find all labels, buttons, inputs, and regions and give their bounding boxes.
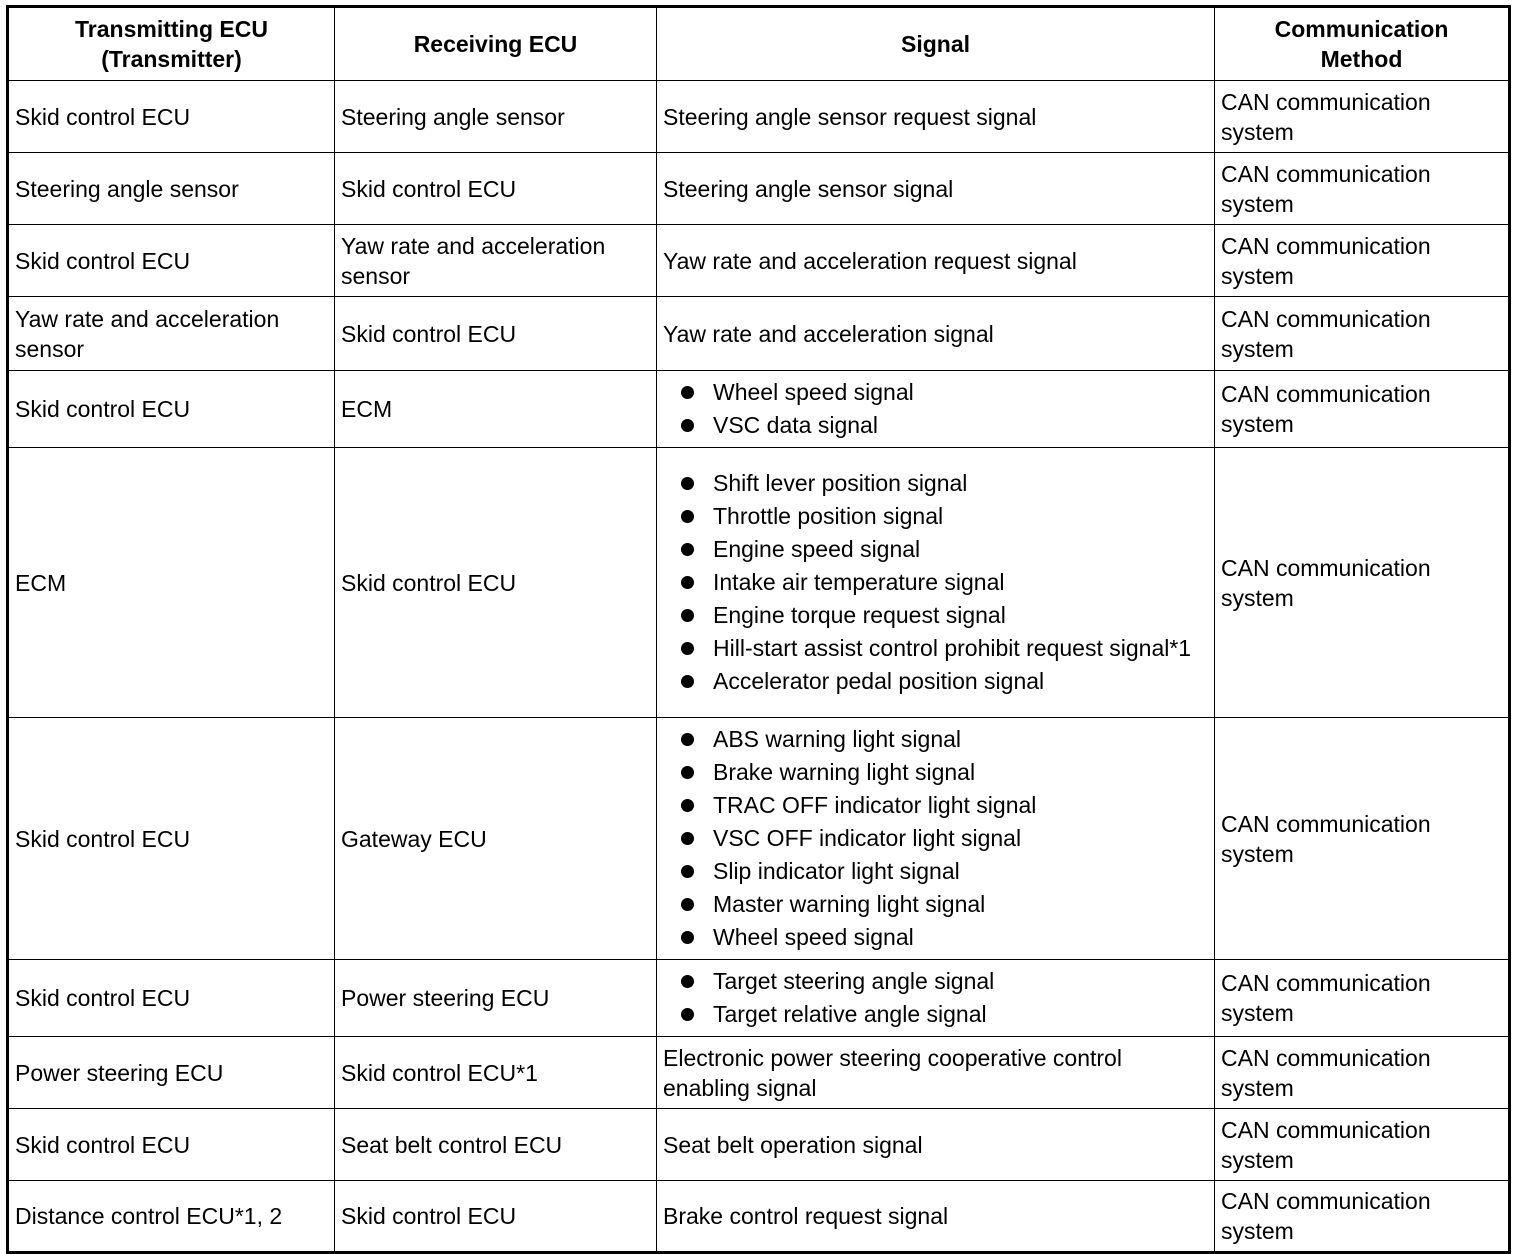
signal-list-item [663,855,1206,888]
signal-text: Throttle position signal [713,503,944,529]
cell-communication-method: CAN communication system [1215,81,1510,153]
signal-list-item [663,467,1206,500]
signal-list-item [663,888,1206,921]
cell-receiving-ecu: Skid control ECU [335,153,657,225]
signal-text: Accelerator pedal position signal [713,668,1045,694]
cell-receiving-ecu: Skid control ECU*1 [335,1037,657,1109]
signal-text: TRAC OFF indicator light signal [713,792,1037,818]
bullet-dot-icon [681,799,694,812]
signal-text: Seat belt operation signal [663,1131,923,1158]
cell-transmitting-ecu: Skid control ECU [8,225,335,297]
table-row [8,1109,1510,1181]
cell-receiving-ecu: Yaw rate and acceleration sensor [335,225,657,297]
cell-receiving-ecu: Skid control ECU [335,448,657,718]
bullet-dot-icon [681,543,694,556]
bullet-dot-icon [681,898,694,911]
cell-communication-method: CAN communication system [1215,960,1510,1037]
signal-text: VSC data signal [713,412,878,438]
cell-signal [657,81,1215,153]
signal-text: Wheel speed signal [713,924,914,950]
signal-list-item [663,756,1206,789]
cell-receiving-ecu: Steering angle sensor [335,81,657,153]
cell-communication-method: CAN communication system [1215,718,1510,960]
signal-list-item [663,921,1206,954]
cell-transmitting-ecu: Distance control ECU*1, 2 [8,1181,335,1253]
bullet-dot-icon [681,832,694,845]
header-receiving-ecu: Receiving ECU [335,7,657,81]
signal-text: VSC OFF indicator light signal [713,825,1022,851]
bullet-dot-icon [681,766,694,779]
cell-signal [657,1037,1215,1109]
header-row [8,7,1510,81]
signal-list-item [663,965,1206,998]
cell-signal [657,225,1215,297]
table-row [8,448,1510,718]
table-row [8,81,1510,153]
signal-list-item [663,789,1206,822]
cell-receiving-ecu: Skid control ECU [335,297,657,371]
cell-transmitting-ecu: Power steering ECU [8,1037,335,1109]
table-row [8,371,1510,448]
cell-receiving-ecu: Gateway ECU [335,718,657,960]
cell-signal [657,153,1215,225]
table-row [8,1037,1510,1109]
bullet-dot-icon [681,865,694,878]
signal-text: Intake air temperature signal [713,569,1005,595]
signal-text: Engine speed signal [713,536,921,562]
cell-communication-method: CAN communication system [1215,1037,1510,1109]
signal-text: Electronic power steering cooperative control enabling signal [663,1044,1122,1101]
signal-list-item [663,998,1206,1031]
signal-list-item [663,500,1206,533]
signal-list [663,467,1206,698]
header-transmitting-ecu [8,7,335,81]
signal-text: Master warning light signal [713,891,986,917]
signal-list-item [663,723,1206,756]
bullet-dot-icon [681,642,694,655]
cell-communication-method: CAN communication system [1215,297,1510,371]
table-row [8,153,1510,225]
cell-signal [657,371,1215,448]
cell-signal [657,718,1215,960]
signal-text: Slip indicator light signal [713,858,960,884]
cell-transmitting-ecu: Skid control ECU [8,81,335,153]
signal-list-item [663,376,1206,409]
cell-transmitting-ecu: ECM [8,448,335,718]
signal-list [663,723,1206,954]
cell-receiving-ecu: Skid control ECU [335,1181,657,1253]
cell-communication-method: CAN communication system [1215,371,1510,448]
signal-list [663,376,1206,442]
cell-signal [657,960,1215,1037]
signal-text: Target relative angle signal [713,1001,987,1027]
bullet-dot-icon [681,733,694,746]
header-signal: Signal [657,7,1215,81]
signal-text: Steering angle sensor signal [663,175,954,202]
communication-table [6,5,1511,1254]
table-row [8,225,1510,297]
signal-list-item [663,409,1206,442]
cell-transmitting-ecu: Skid control ECU [8,371,335,448]
signal-text: Wheel speed signal [713,379,914,405]
cell-receiving-ecu: ECM [335,371,657,448]
signal-list-item [663,665,1206,698]
header-communication-method [1215,7,1510,81]
signal-text: Brake control request signal [663,1203,949,1229]
cell-signal [657,448,1215,718]
bullet-dot-icon [681,576,694,589]
signal-text: Brake warning light signal [713,759,976,785]
signal-text: Steering angle sensor request signal [663,103,1037,130]
cell-transmitting-ecu: Skid control ECU [8,960,335,1037]
cell-transmitting-ecu: Skid control ECU [8,718,335,960]
header-method-line1: Communication [1274,16,1449,42]
bullet-dot-icon [681,510,694,523]
signal-text: ABS warning light signal [713,726,962,752]
cell-transmitting-ecu: Skid control ECU [8,1109,335,1181]
cell-signal [657,297,1215,371]
signal-list [663,965,1206,1031]
bullet-dot-icon [681,1008,694,1021]
bullet-dot-icon [681,477,694,490]
cell-communication-method: CAN communication system [1215,448,1510,718]
header-transmitting-line1: Transmitting ECU [75,16,268,42]
cell-transmitting-ecu: Yaw rate and acceleration sensor [8,297,335,371]
header-method-line2: Method [1320,46,1403,72]
bullet-dot-icon [681,386,694,399]
signal-list-item [663,566,1206,599]
signal-list-item [663,533,1206,566]
table-row [8,297,1510,371]
table-row [8,960,1510,1037]
cell-receiving-ecu: Seat belt control ECU [335,1109,657,1181]
table-row [8,718,1510,960]
signal-text: Hill-start assist control prohibit request signal*1 [713,635,1192,661]
signal-list-item [663,822,1206,855]
table-body [8,81,1510,1253]
cell-transmitting-ecu: Steering angle sensor [8,153,335,225]
bullet-dot-icon [681,609,694,622]
signal-list-item [663,632,1206,665]
bullet-dot-icon [681,675,694,688]
cell-communication-method: CAN communication system [1215,1109,1510,1181]
table-row [8,1181,1510,1253]
signal-text: Yaw rate and acceleration signal [663,320,994,347]
signal-text: Yaw rate and acceleration request signal [663,247,1077,274]
bullet-dot-icon [681,975,694,988]
bullet-dot-icon [681,931,694,944]
signal-text: Shift lever position signal [713,470,968,496]
cell-communication-method: CAN communication system [1215,1181,1510,1253]
cell-signal [657,1109,1215,1181]
signal-list-item [663,599,1206,632]
signal-text: Target steering angle signal [713,968,995,994]
signal-text: Engine torque request signal [713,602,1006,628]
cell-communication-method: CAN communication system [1215,153,1510,225]
cell-receiving-ecu: Power steering ECU [335,960,657,1037]
table-header [8,7,1510,81]
bullet-dot-icon [681,419,694,432]
cell-communication-method: CAN communication system [1215,225,1510,297]
cell-signal [657,1181,1215,1253]
header-transmitting-line2: (Transmitter) [101,46,242,72]
